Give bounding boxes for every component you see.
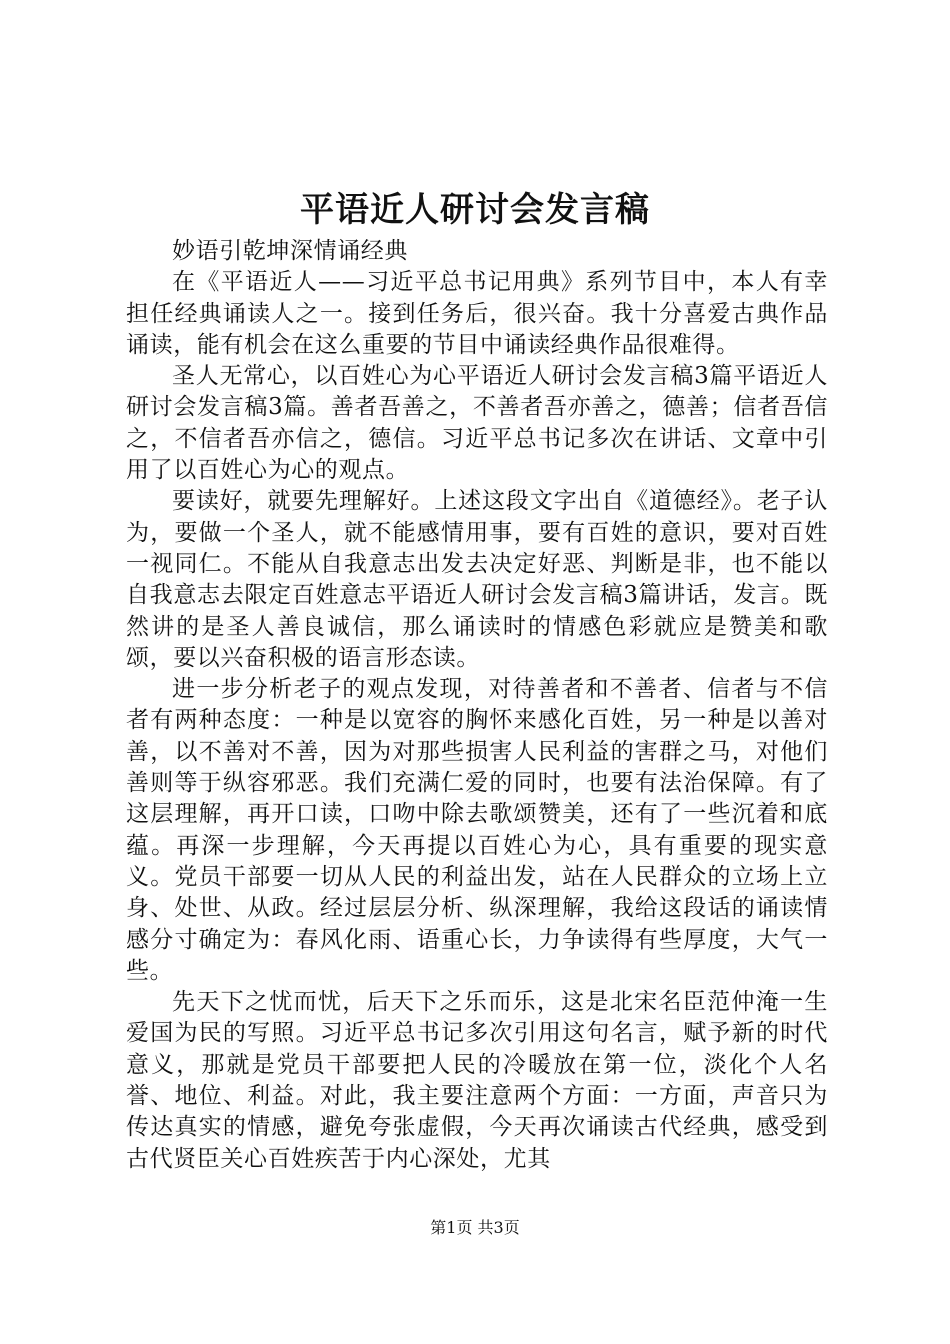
paragraph: 先天下之忧而忧，后天下之乐而乐，这是北宋名臣范仲淹一生爱国为民的写照。习近平总书记多次引用这句名言，赋予新的时代意义，那就是党员干部要把人民的冷暖放在第一位，淡化个人名誉、地位、利益。对此，我主要注意两个方面：一方面，声音只为传达真实的情感，避免夸张虚假，今天再次诵读古代经典，感受到古代贤臣关心百姓疾苦于内心深处，尤其 bbox=[126, 989, 828, 1172]
page-number: 第1页 共3页 bbox=[430, 1218, 520, 1237]
paragraph: 在《平语近人——习近平总书记用典》系列节目中，本人有幸担任经典诵读人之一。接到任务后，很兴奋。我十分喜爱古典作品诵读，能有机会在这么重要的节目中诵读经典作品很难得。 bbox=[126, 269, 828, 358]
document-title: 平语近人研讨会发言稿 bbox=[300, 190, 650, 230]
document-body bbox=[126, 236, 828, 1175]
paragraph-subtitle: 妙语引乾坤深情诵经典 bbox=[172, 238, 408, 264]
paragraph: 圣人无常心，以百姓心为心平语近人研讨会发言稿3篇平语近人研讨会发言稿3篇。善者吾善之，不善者吾亦善之，德善；信者吾信之，不信者吾亦信之，德信。习近平总书记多次在讲话、文章中引用了以百姓心为心的观点。 bbox=[126, 363, 828, 484]
paragraph: 要读好，就要先理解好。上述这段文字出自《道德经》。老子认为，要做一个圣人，就不能感情用事，要有百姓的意识，要对百姓一视同仁。不能从自我意志出发去决定好恶、判断是非，也不能以自我意志去限定百姓意志平语近人研讨会发言稿3篇讲话，发言。既然讲的是圣人善良诚信，那么诵读时的情感色彩就应是赞美和歌颂，要以兴奋积极的语言形态读。 bbox=[126, 488, 828, 671]
paragraph: 进一步分析老子的观点发现，对待善者和不善者、信者与不信者有两种态度：一种是以宽容的胸怀来感化百姓，另一种是以善对善，以不善对不善，因为对那些损害人民利益的害群之马，对他们善则等于纵容邪恶。我们充满仁爱的同时，也要有法治保障。有了这层理解，再开口读，口吻中除去歌颂赞美，还有了一些沉着和底蕴。再深一步理解，今天再提以百姓心为心，具有重要的现实意义。党员干部要一切从人民的利益出发，站在人民群众的立场上立身、处世、从政。经过层层分析、纵深理解，我给这段话的诵读情感分寸确定为：春风化雨、语重心长，力争读得有些厚度，大气一些。 bbox=[126, 676, 828, 984]
